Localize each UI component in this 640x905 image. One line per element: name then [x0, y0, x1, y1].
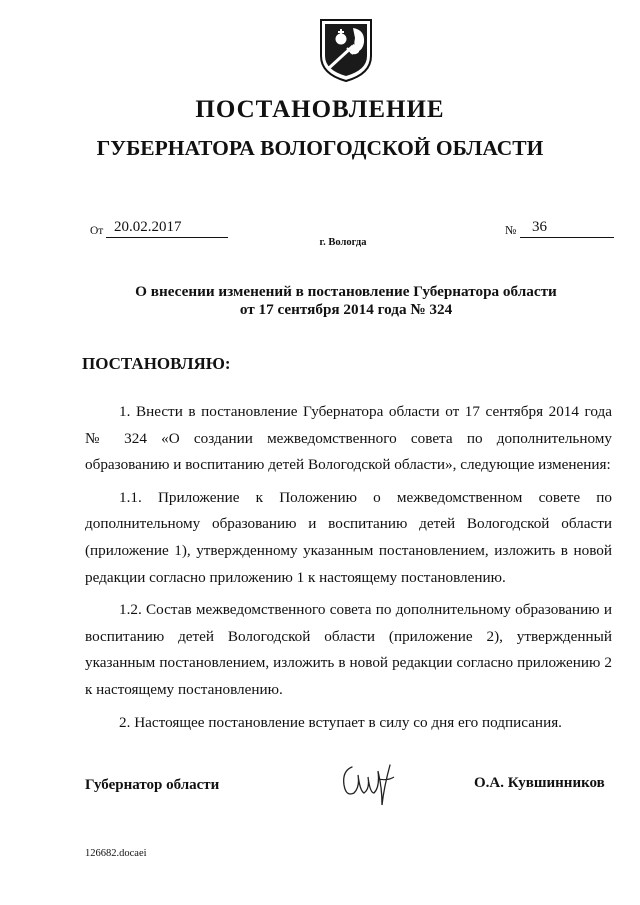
paragraph-1-1: 1.1. Приложение к Положению о межведомственном совете по дополнительному образованию и воспитанию детей Вологодской области (приложение 1), утвержденному указанным постановлением, изложить в новой редакции согласно приложению 1 к настоящему постановлению.	[85, 488, 612, 586]
signatory-position: Губернатор области	[85, 777, 220, 793]
paragraph-1: 1. Внести в постановление Губернатора области от 17 сентября 2014 года № 324 «О создании межведомственного совета по дополнительному образованию и воспитанию детей Вологодской области», следующие изменения:	[85, 403, 612, 474]
coat-of-arms-icon	[317, 16, 375, 84]
number-value: 36	[520, 218, 614, 238]
subject-line-2: от 17 сентября 2014 года № 324	[239, 301, 453, 318]
document-subject	[0, 283, 640, 319]
issuing-authority: ГУБЕРНАТОРА ВОЛОГОДСКОЙ ОБЛАСТИ	[96, 136, 544, 160]
decree-heading: ПОСТАНОВЛЯЮ:	[82, 354, 231, 373]
date-label: От	[90, 225, 104, 237]
signatory-name: О.А. Кувшинников	[474, 775, 605, 791]
subject-line-1: О внесении изменений в постановление Губернатора области	[135, 283, 557, 300]
handwritten-signature-icon	[338, 757, 408, 811]
date-value: 20.02.2017	[106, 218, 228, 238]
paragraph-2: 2. Настоящее постановление вступает в силу со дня его подписания.	[119, 713, 562, 731]
document-body	[85, 399, 612, 736]
file-reference: 126682.docaei	[85, 848, 147, 859]
paragraph-1-2: 1.2. Состав межведомственного совета по дополнительному образованию и воспитанию детей Вологодской области (приложение 2), утвержденный указанным постановлением, изложить в новой редакции согласно приложению 2 к настоящему постановлению.	[85, 601, 612, 698]
city-label: г. Вологда	[319, 237, 367, 248]
document-title: ПОСТАНОВЛЕНИЕ	[195, 96, 445, 123]
number-label: №	[505, 223, 517, 237]
